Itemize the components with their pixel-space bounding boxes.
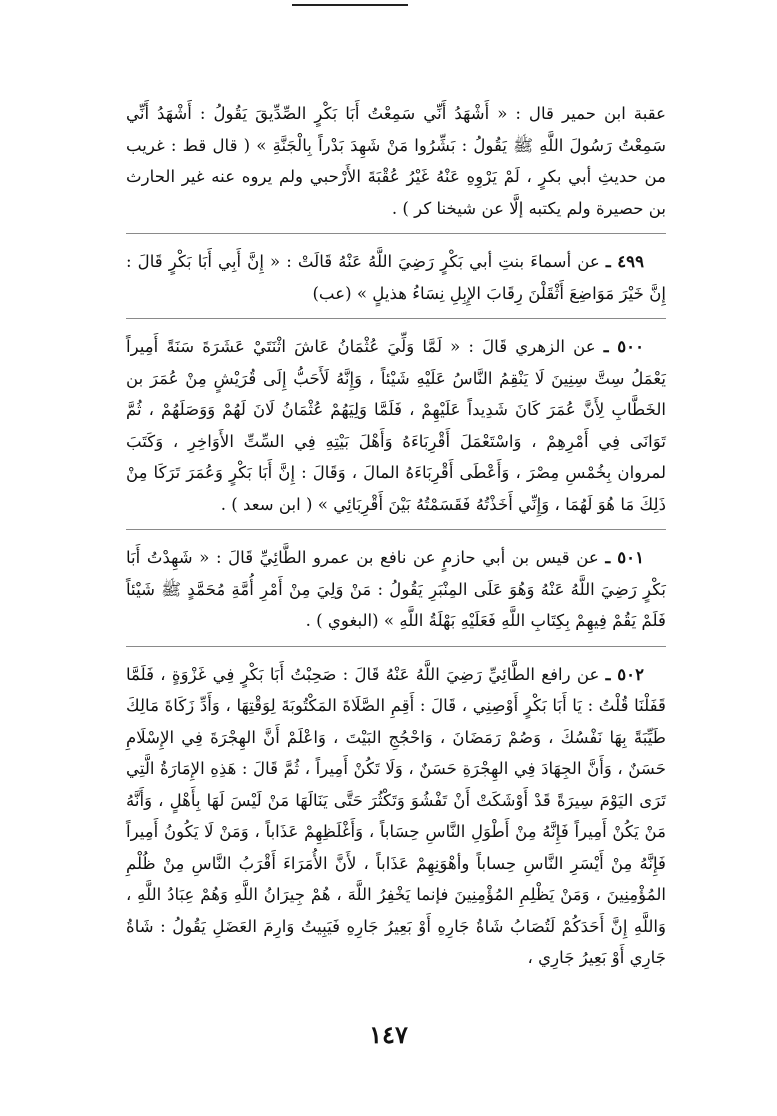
hadith-number: ٤٩٩ ـ [605, 251, 645, 271]
paragraph-text: عقبة ابن حمير قال : « أَشْهَدُ أَنِّي سَمِعْتُ أَبَا بَكْرٍ الصِّدِّيقَ يَقُولُ : أَشْهَدُ أَنِّي سَمِعْتُ رَسُولَ اللَّهِ ﷺ يَقُولُ : بَشِّرُوا مَنْ شَهِدَ بَدْراً بِالْجَنَّةِ » ( قال قط : غريب من حديثِ أبي بكرٍ ، لَمْ يَرْوِهِ عَنْهُ غَيْرُ عُقْبَةَ الأَرْحبي ولم يروه عنه غير الحارث بن حصيرة ولم يكتبه إلَّا عن شيخنا كر ) . [126, 104, 666, 218]
paragraph-499 [126, 246, 666, 309]
hadith-number: ٥٠٢ ـ [605, 663, 644, 684]
page-number: ١٤٧ [369, 1020, 408, 1049]
paragraph-continuation [126, 98, 666, 224]
page-body [126, 98, 666, 974]
paragraph-separator [126, 646, 666, 647]
paragraph-text: عن قيس بن أبي حازمٍ عن نافع بن عمرو الطَّائِيِّ قَالَ : « شَهِدْتُ أَبَا بَكْرٍ رَضِيَ اللَّهُ عَنْهُ وَهُوَ عَلَى المِنْبَرِ يَقُولُ : مَنْ وَلِيَ مِنْ أَمْرِ أُمَّةِ مُحَمَّدٍ ﷺ شَيْئاً فَلَمْ يَقُمْ فِيهِمْ بِكِتَابِ اللَّهِ فَعَلَيْهِ بَهْلَةُ اللَّهِ » (البغوي ) . [126, 548, 666, 630]
hadith-number: ٥٠١ ـ [605, 547, 644, 567]
paragraph-text: عن رافع الطَّائِيِّ رَضِيَ اللَّهُ عَنْهُ قَالَ : صَحِبْتُ أَبَا بَكْرٍ فِي غَزْوَةٍ ، فَلَمَّا قَفَلْنَا قُلْتُ : يَا أَبَا بَكْرٍ أَوْصِنِي ، قَالَ : أَقِمِ الصَّلَاةَ المَكْتُوبَةَ لِوَقْتِهَا ، وَأَدِّ زَكَاةَ مَالِكَ طَيِّبَةً بِهَا نَفْسُكَ ، وَصُمْ رَمَضَانَ ، وَاحْجُجِ البَيْتَ ، وَاعْلَمْ أَنَّ الهِجْرَةَ فِي الإِسْلَامِ حَسَنٌ ، وَأَنَّ الجِهَادَ فِي الهِجْرَةِ حَسَنٌ ، وَلَا تَكُنْ أَمِيراً ، ثُمَّ قَالَ : هَذِهِ الإِمَارَةُ الَّتِي تَرَى اليَوْمَ سِيرَةً قَدْ أَوْشَكَتْ أَنْ تَفْشُوَ وَتَكْثُرَ حَتَّى يَنَالَهَا مَنْ لَيْسَ لَهَا بِأَهْلٍ ، وَأَنَّهُ مَنْ يَكُنْ أَمِيراً فَإِنَّهُ مِنْ أَطْوَلِ النَّاسِ حِسَاباً ، وَأَغْلَظِهِمْ عَذَاباً ، وَمَنْ لَا يَكُونُ أَمِيراً فَإِنَّهُ مِنْ أَيْسَرِ النَّاسِ حِساباً وأهْوَنِهِمْ عَذَاباً ، لأَنَّ الأُمَرَاءَ أَقْرَبُ النَّاسِ مِنْ ظُلْمِ المُؤْمِنِينَ ، وَمَنْ يَظْلِمِ المُؤْمِنِينَ فإنما يَخْفِرُ اللَّهَ ، هُمْ جِيرَانُ اللَّهِ وَهُمْ عِبَادُ اللَّهِ ، وَاللَّهِ إِنَّ أَحَدَكُمْ لَتُصَابُ شَاةُ جَارِهِ أَوْ بَعِيرُ جَارِهِ فَيَبِيتُ وَارِمَ العَضَلِ يَقُولُ : شَاةُ جَارِي أَوْ بَعِيرُ جَارِي ، [126, 664, 666, 967]
paragraph-separator [126, 233, 666, 234]
paragraph-separator [126, 529, 666, 530]
paragraph-text: عن أسماءَ بنتِ أبي بَكْرٍ رَضِيَ اللَّهُ عَنْهُ قَالَتْ : « إِنَّ أَبِي أَبَا بَكْرٍ قَالَ : إِنَّ خَيْرَ مَوَاضِعَ أَثْقَلْنَ رِقَابَ الإِبِلِ نِسَاءُ هذيلٍ » (عب) [126, 252, 666, 303]
paragraph-separator [126, 318, 666, 319]
paragraph-501 [126, 542, 666, 637]
hadith-number: ٥٠٠ ـ [603, 336, 645, 356]
paragraph-502 [126, 659, 666, 974]
paragraph-text: عن الزهري قَالَ : « لَمَّا وَلِّيَ عُثْمَانُ عَاشَ اثْنَتَيْ عَشَرَةَ سَنَةً أَمِيراً يَعْمَلُ سِتَّ سِنِينَ لَا يَنْقِمُ النَّاسُ عَلَيْهِ شَيْئاً ، وَإِنَّهُ لَأَحَبُّ إِلَى قُرَيْشٍ مِنْ عُمَرَ بن الخَطَّابِ لِأَنَّ عُمَرَ كَانَ شَدِيداً عَلَيْهِمْ ، فَلَمَّا وَلِيَهُمْ عُثْمَانُ لَانَ لَهُمْ وَوَصَلَهُمْ ، ثُمَّ تَوَانَى فِي أَمْرِهِمْ ، وَاسْتَعْمَلَ أَقْرِبَاءَهُ وَأَهْلَ بَيْتِهِ فِي السِّتِّ الأَوَاخِرِ ، وَكَتَبَ لمروان بِخُمْسِ مِصْرَ ، وَأَعْطَى أَقْرِبَاءَهُ المالَ ، وَقَالَ : إِنَّ أَبَا بَكْرٍ وَعُمَرَ تَرَكَا مِنْ ذَلِكَ مَا هُوَ لَهُمَا ، وَإِنِّي أَخَذْتُهُ فَقَسَمْتُهُ بَيْنَ أَقْرِبَائِي » ( ابن سعد ) . [126, 337, 666, 514]
top-rule [292, 4, 408, 6]
paragraph-500 [126, 331, 666, 520]
